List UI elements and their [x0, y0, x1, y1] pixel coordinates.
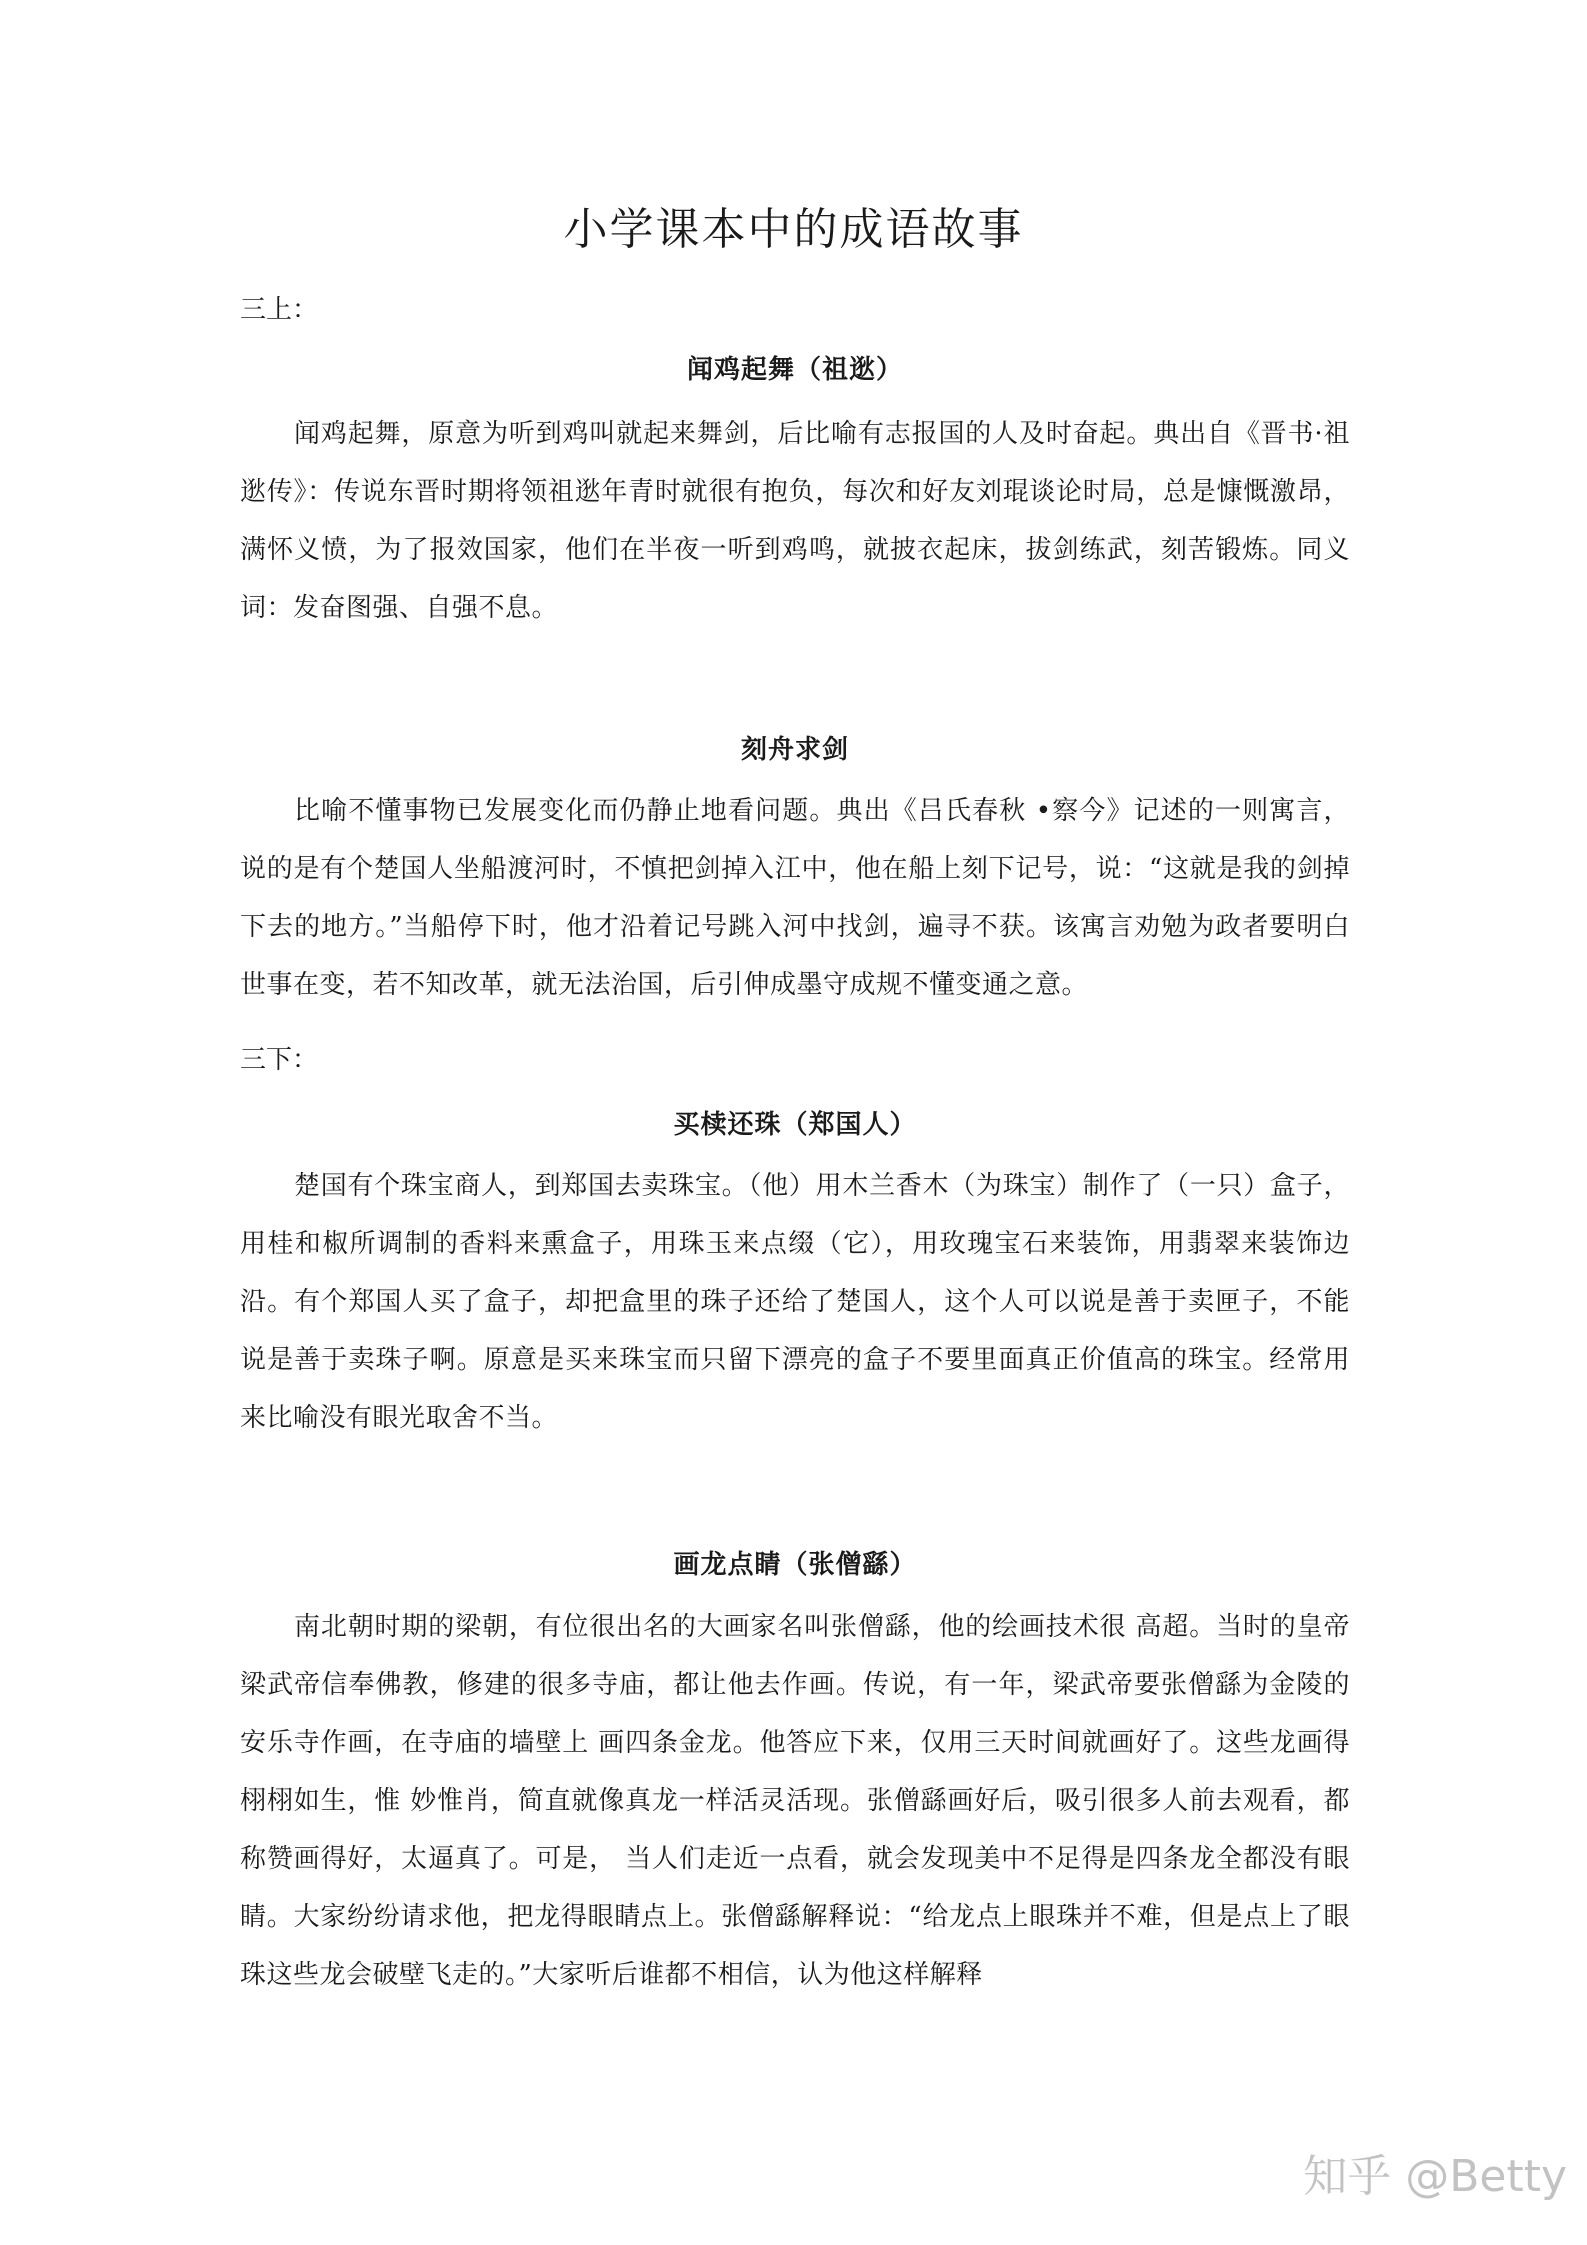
term-label-third-grade-second: 三下： [240, 1045, 319, 1075]
story-title-hua-long-dian-jing: 画龙点睛（张僧繇） [673, 1550, 917, 1580]
story-title-ke-zhou-qiu-jian: 刻舟求剑 [740, 735, 849, 765]
term-label-third-grade-first: 三上： [240, 295, 319, 325]
watermark-text: 知乎 @Betty [1303, 2151, 1567, 2202]
story-text-hua-long-dian-jing: 南北朝时期的梁朝，有位很出名的大画家名叫张僧繇，他的绘画技术很 高超。当时的皇帝梁武帝信奉佛教，修建的很多寺庙，都让他去作画。传说，有一年，梁武帝要张僧繇为金陵的安乐寺作画，在寺庙的墙壁上 画四条金龙。他答应下来，仅用三天时间就画好了。这些龙画得栩栩如生，惟 妙惟肖，简直就像真龙一样活灵活现。张僧繇画好后，吸引很多人前去观看，都称赞画得好，太逼真了。可是， 当人们走近一点看，就会发现美中不足得是四条龙全都没有眼睛。大家纷纷请求他，把龙得眼睛点上。张僧繇解释说：“给龙点上眼珠并不难，但是点上了眼 珠这些龙会破壁飞走的。”大家听后谁都不相信，认为他这样解释 [240, 1612, 1350, 1990]
story-title-mai-du-huan-zhu: 买椟还珠（郑国人） [673, 1110, 917, 1140]
story-text-ke-zhou-qiu-jian: 比喻不懂事物已发展变化而仍静止地看问题。典出《吕氏春秋 •察今》记述的一则寓言，说的是有个楚国人坐船渡河时，不慎把剑掉入江中，他在船上刻下记号，说：“这就是我的剑掉下去的地方。”当船停下时，他才沿着记号跳入河中找剑，遍寻不获。该寓言劝勉为政者要明白世事在变，若不知改革，就无法治国，后引伸成墨守成规不懂变通之意。 [240, 796, 1350, 1000]
zhihu-watermark [1303, 2147, 1567, 2207]
story-title-wen-ji-qi-wu: 闻鸡起舞（祖逖） [686, 355, 903, 385]
story-text-wen-ji-qi-wu: 闻鸡起舞，原意为听到鸡叫就起来舞剑，后比喻有志报国的人及时奋起。典出自《晋书·祖逖传》：传说东晋时期将领祖逖年青时就很有抱负，每次和好友刘琨谈论时局，总是慷慨激昂，满怀义愤，为了报效国家，他们在半夜一听到鸡鸣，就披衣起床，拔剑练武，刻苦锻炼。同义词：发奋图强、自强不息。 [240, 419, 1350, 623]
document-title: 小学课本中的成语故事 [563, 204, 1024, 255]
story-text-mai-du-huan-zhu: 楚国有个珠宝商人，到郑国去卖珠宝。（他）用木兰香木（为珠宝）制作了（一只）盒子，用桂和椒所调制的香料来熏盒子，用珠玉来点缀（它），用玫瑰宝石来装饰，用翡翠来装饰边沿。有个郑国人买了盒子，却把盒里的珠子还给了楚国人，这个人可以说是善于卖匣子，不能说是善于卖珠子啊。原意是买来珠宝而只留下漂亮的盒子不要里面真正价值高的珠宝。经常用来比喻没有眼光取舍不当。 [240, 1171, 1350, 1433]
